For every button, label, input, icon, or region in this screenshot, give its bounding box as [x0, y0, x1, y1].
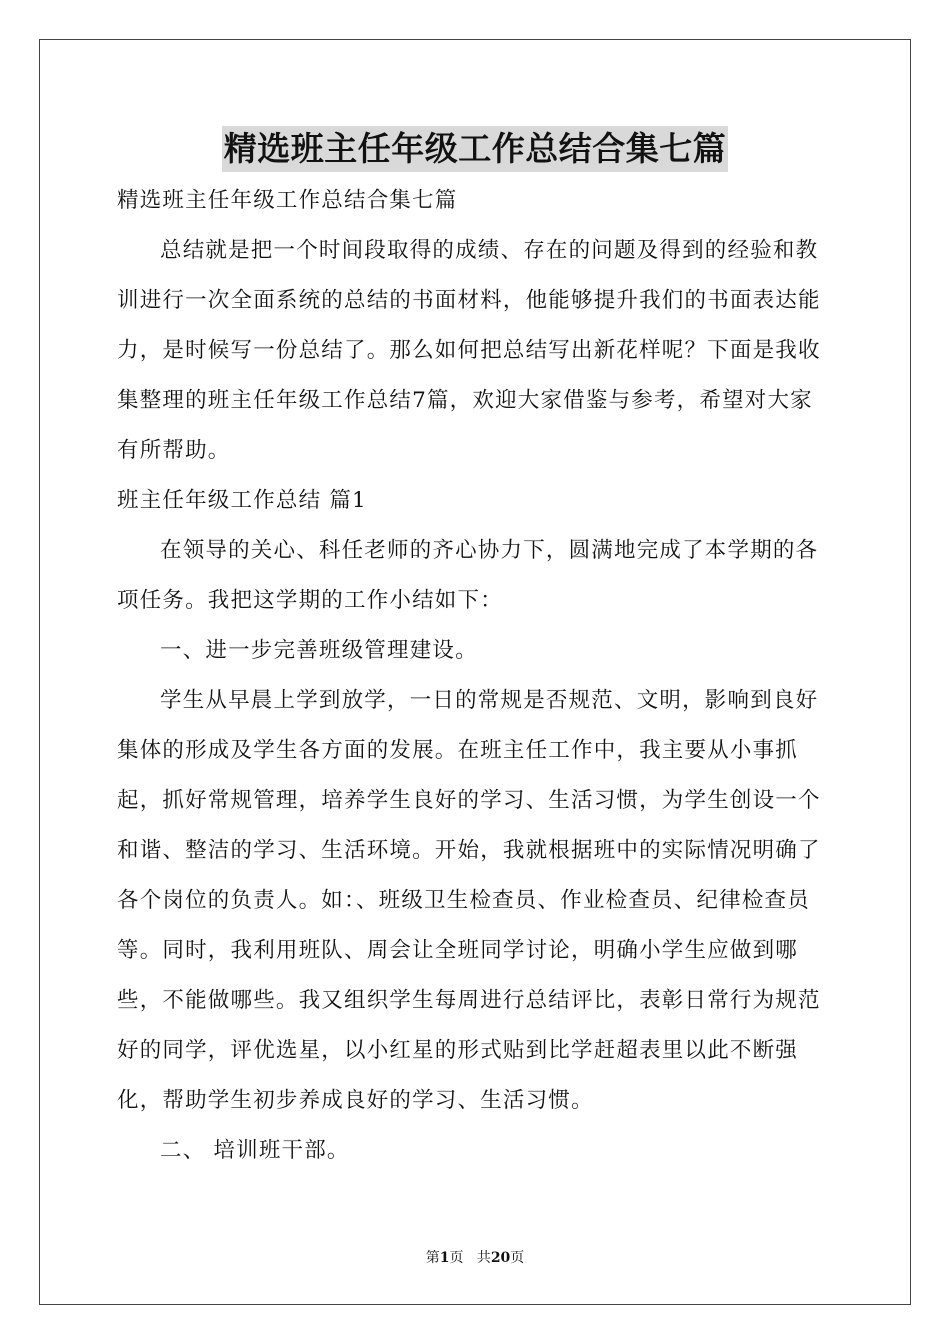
paragraph: 总结就是把一个时间段取得的成绩、存在的问题及得到的经验和教训进行一次全面系统的总结的书面材料，他能够提升我们的书面表达能力，是时候写一份总结了。那么如何把总结写出新花样呢？下面是我收集整理的班主任年级工作总结7篇，欢迎大家借鉴与参考，希望对大家有所帮助。	[117, 238, 821, 463]
document-title: 精选班主任年级工作总结合集七篇	[222, 126, 729, 172]
page-suffix: 页	[449, 1250, 464, 1266]
page-number: 1	[439, 1250, 450, 1266]
paragraph: 精选班主任年级工作总结合集七篇	[117, 188, 458, 213]
section-heading: 班主任年级工作总结 篇1	[117, 488, 367, 513]
title-area	[0, 126, 950, 172]
page-footer	[0, 1248, 950, 1268]
subsection-heading: 一、进一步完善班级管理建设。	[160, 638, 478, 663]
page-prefix: 第	[425, 1250, 440, 1266]
total-suffix: 页	[510, 1250, 525, 1266]
total-prefix: 共	[476, 1250, 491, 1266]
total-pages: 20	[490, 1250, 511, 1266]
paragraph: 在领导的关心、科任老师的齐心协力下，圆满地完成了本学期的各项任务。我把这学期的工作小结如下：	[117, 538, 819, 613]
paragraph: 学生从早晨上学到放学，一日的常规是否规范、文明，影响到良好集体的形成及学生各方面的发展。在班主任工作中，我主要从小事抓起，抓好常规管理，培养学生良好的学习、生活习惯，为学生创设一个和谐、整洁的学习、生活环境。开始，我就根据班中的实际情况明确了各个岗位的负责人。如：、班级卫生检查员、作业检查员、纪律检查员等。同时，我利用班队、周会让全班同学讨论，明确小学生应做到哪些，不能做哪些。我又组织学生每周进行总结评比，表彰日常行为规范好的同学，评优选星，以小红星的形式贴到比学赶超表里以此不断强化，帮助学生初步养成良好的学习、生活习惯。	[117, 688, 821, 1113]
document-body	[117, 176, 833, 1176]
subsection-heading: 二、 培训班干部。	[160, 1138, 350, 1163]
